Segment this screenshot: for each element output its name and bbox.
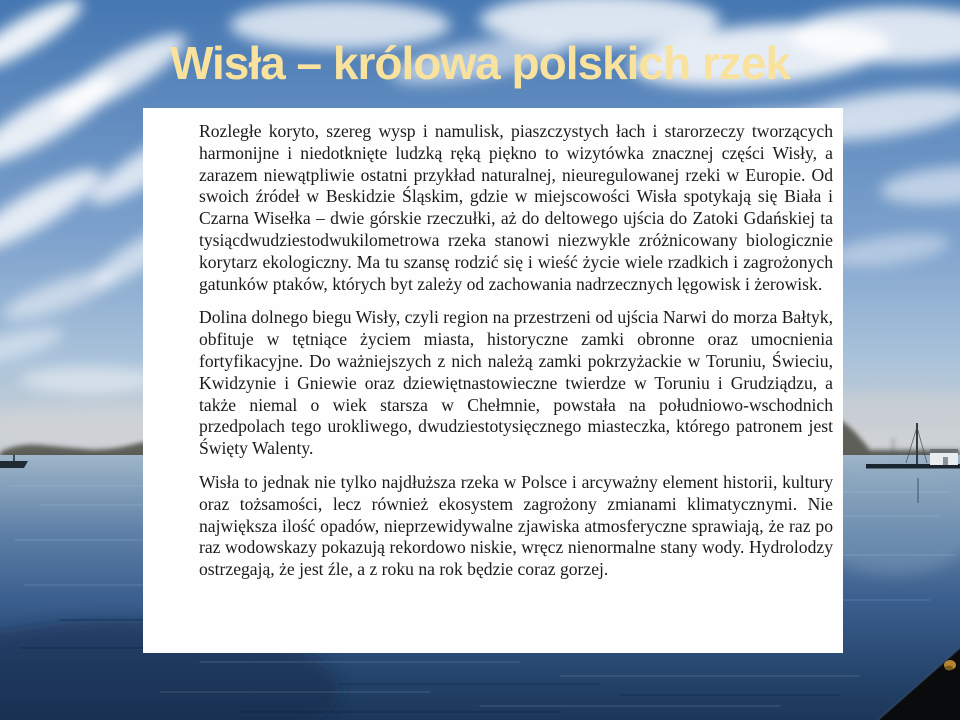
paragraph-2: Dolina dolnego biegu Wisły, czyli region na przestrzeni od ujścia Narwi do morza Bałtyk, obfituje w tętniące życiem miasta, historyczne zamki obronne oraz umocnienia fortyfikacyjne. Do ważniejszych z nich należą zamki pokrzyżackie w Toruniu, Świeciu, Kwidzynie i Gniewie oraz dziewiętnastowieczne twierdze w Toruniu i Grudziądzu, a także niemal o wiek starsza w Chełmnie, powstała na południowo-wschodnich przedpolach tego urokliwego, dwudziestotysięcznego miasteczka, którego patronem jest Święty Walenty.: [199, 307, 833, 459]
boathouse: [930, 449, 958, 465]
paragraph-1: Rozległe koryto, szereg wysp i namulisk, piaszczystych łach i starorzeczy tworzących harmonijne i niedotknięte ludzką ręką piękno to wizytówka znacznej części Wisły, a zarazem niewątpliwie ostatni przykład naturalnej, nieuregulowanej rzeki w Europie. Od swoich źródeł w Beskidzie Śląskim, gdzie w miejscowości Wisła spotykają się Biała i Czarna Wisełka – dwie górskie rzeczułki, aż do deltowego ujścia do Zatoki Gdańskiej ta tysiącdwudziestodwukilometrowa rzeka stanowi niezwykle zróżnicowany biologicznie korytarz ekologiczny. Ma tu szansę rodzić się i wieść życie wiele rzadkich i zagrożonych gatunków ptaków, których byt zależy od zachowania nadrzecznych lęgowisk i żerowisk.: [199, 121, 833, 294]
body-text-box: [143, 108, 843, 653]
paragraph-3: Wisła to jednak nie tylko najdłuższa rzeka w Polsce i arcyważny element historii, kultury oraz tożsamości, lecz również ekosystem zagrożony zmianami klimatycznymi. Nie największa ilość opadów, nieprzewidywalne zjawiska atmosferyczne sprawiają, że raz po raz wodowskazy pokazują rekordowo niskie, wręcz nienormalne stany wody. Hydrolodzy ostrzegają, że jest źle, a z roku na rok będzie coraz gorzej.: [199, 471, 833, 580]
slide-title: Wisła – królowa polskich rzek: [170, 37, 790, 89]
